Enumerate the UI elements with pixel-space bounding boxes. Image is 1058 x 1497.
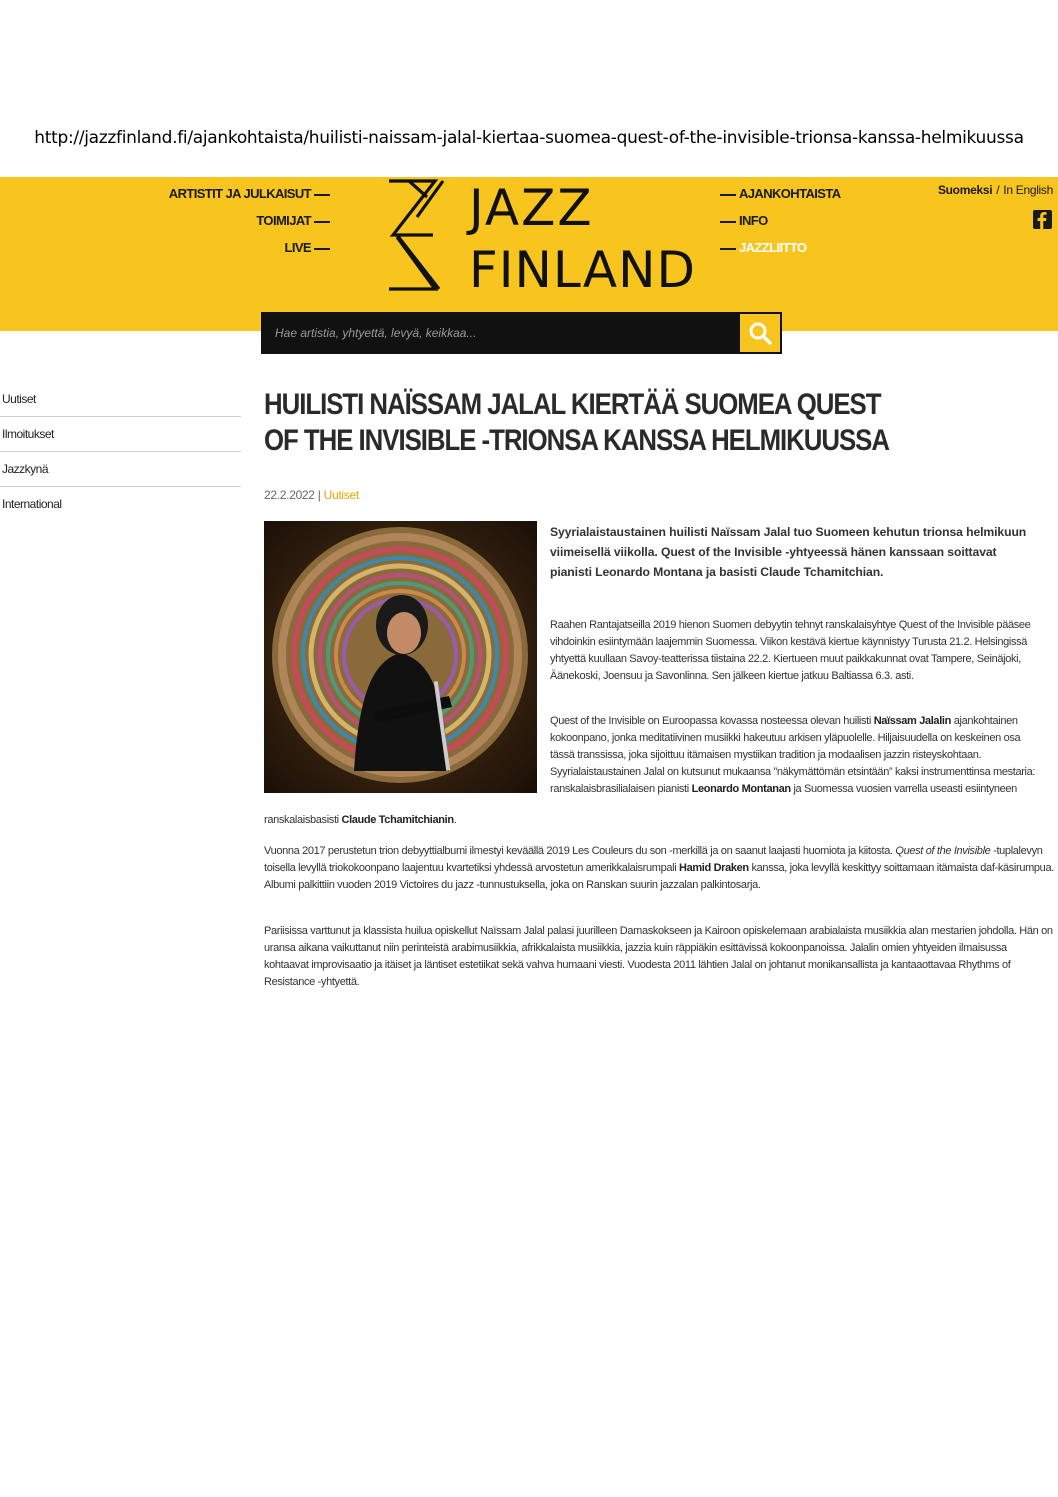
nav-item-ajankohtaista[interactable]: AJANKOHTAISTA [720, 184, 841, 211]
p2-text-5: . [453, 814, 457, 826]
search-button[interactable] [740, 314, 780, 352]
nav-item-artistit[interactable]: ARTISTIT JA JULKAISUT [169, 184, 330, 211]
logo-jazz-text: JAZZ [469, 179, 594, 237]
sidebar-item-ilmoitukset[interactable]: Ilmoitukset [0, 417, 241, 452]
nav-item-live[interactable]: LIVE [169, 238, 330, 265]
article-paragraph-3 [264, 843, 1054, 894]
nav-item-info[interactable]: INFO [720, 211, 841, 238]
article-meta [264, 488, 359, 502]
article-date: 22.2.2022 [264, 488, 315, 502]
sidebar-item-uutiset[interactable]: Uutiset [0, 382, 241, 417]
search-bar [261, 312, 782, 354]
p2-text-2: ajankohtainen kokoonpano, jonka meditatiivinen musiikki hakeutuu arkisen yläpuolelle. Hiljaisuudella on keskeinen osa tässä transsissa, joka sijoittuu itämaisen mystiikan tradition ja modaalisen jazzin risteyskohtaan. Syyrialaistaustainen Jalal on kutsunut mukaansa ”näkymättömän etsintään” kaksi instrumenttinsa mestaria: ranskalaisbrasilialaisen pianisti [550, 715, 1036, 795]
p3-text-3: kanssa, joka levyllä keskittyy soittamaan itämaista daf-käsirumpua. Albumi palkittiin vuoden 2019 Victoires du jazz -tunnustuksella, joka on Ranskan suurin jazzalan palkintosarja. [264, 862, 1054, 891]
language-switcher [938, 183, 1053, 197]
article-paragraph-2-continued [264, 812, 664, 829]
search-input[interactable] [271, 314, 739, 352]
nav-left [169, 184, 330, 265]
nav-right [720, 184, 841, 265]
page-url: http://jazzfinland.fi/ajankohtaista/huilisti-naissam-jalal-kiertaa-suomea-quest-of-the-invisible-trionsa-kanssa-helmikuussa [34, 128, 1024, 148]
sidebar-item-international[interactable]: International [2, 497, 62, 511]
search-icon [748, 321, 772, 345]
article-photo [264, 521, 537, 793]
logo-finland-text: FINLAND [469, 241, 697, 299]
sidebar [0, 382, 241, 521]
p2-bold-naissam: Naïssam Jalalin [873, 715, 951, 727]
p3-italic-album: Quest of the Invisible [895, 845, 991, 857]
site-header [0, 177, 1058, 331]
lang-separator: / [996, 183, 1000, 197]
article-lead: Syyrialaistaustainen huilisti Naïssam Jalal tuo Suomeen kehutun trionsa helmikuun viimeisellä viikolla. Quest of the Invisible -yhtyeessä hänen kanssaan soittavat pianisti Leonardo Montana ja basisti Claude Tchamitchian. [550, 525, 1027, 579]
jazz-finland-logo[interactable] [387, 177, 697, 299]
nav-item-toimijat[interactable]: TOIMIJAT [169, 211, 330, 238]
article-paragraph-2 [550, 713, 1045, 798]
p2-text-4: ranskalaisbasisti [264, 814, 342, 826]
article-category-link[interactable]: Uutiset [323, 488, 359, 502]
p2-bold-claude: Claude Tchamitchianin [341, 814, 454, 826]
p2-text-3: ja Suomessa vuosien varrella useasti esiintyneen [790, 783, 1017, 795]
nav-item-jazzliitto[interactable]: JAZZLIITTO [720, 238, 841, 265]
article-title: HUILISTI NAÏSSAM JALAL KIERTÄÄ SUOMEA QUEST OF THE INVISIBLE -TRIONSA KANSSA HELMIKUUSSA [264, 388, 889, 457]
sidebar-item-jazzkyna[interactable]: Jazzkynä [0, 452, 241, 487]
p2-text-1: Quest of the Invisible on Euroopassa kovassa nosteessa olevan huilisti [550, 715, 874, 727]
article-paragraph-4: Pariisissa varttunut ja klassista huilua opiskellut Naïssam Jalal palasi juurilleen Damaskokseen ja Kairoon opiskelemaan arabialaista musiikkia alan mestarien johdolla. Hän on uransa aikana vaikuttanut niin perinteistä arabimusiikkia, afrikkalaista musiikkia, jazzia kuin räppiäkin esittävissä kokoonpanoissa. Jalalin omien yhtyeiden ilmaisussa kohtaavat improvisaatio ja itäiset ja läntiset estetiikat sekä vahva humaani viesti. Vuodesta 2011 lähtien Jalal on johtanut monikansallista ja kantaaottavaa Rhythms of Resistance -yhtyettä. [264, 925, 1053, 988]
lang-finnish[interactable]: Suomeksi [937, 183, 993, 197]
p3-text-2: -tuplalevyn toisella levyllä triokokoonpano laajentuu kvartetiksi yhdessä arvostetun amerikkalaisrumpali [264, 845, 1043, 874]
meta-separator: | [317, 488, 321, 502]
logo-mark-icon [387, 177, 697, 299]
article-paragraph-1: Raahen Rantajatseilla 2019 hienon Suomen debyytin tehnyt ranskalaisyhtye Quest of the Invisible pääsee vihdoinkin esiintymään laajemmin Suomessa. Viikon kestävä kiertue käynnistyy Turusta 21.2. Helsingissä yhtyettä kuullaan Savoy-teatterissa tiistaina 22.2. Kiertueen muut paikkakunnat ovat Tampere, Seinäjoki, Äänekoski, Joensuu ja Savonlinna. Sen jälkeen kiertue jatkuu Baltiassa 6.3. asti. [550, 619, 1031, 682]
p2-bold-leonardo: Leonardo Montanan [691, 783, 791, 795]
p3-bold-hamid: Hamid Draken [679, 862, 749, 874]
p3-text-1: Vuonna 2017 perustetun trion debyyttialbumi ilmestyi keväällä 2019 Les Couleurs du son -merkillä ja on saanut laajasti huomiota ja kiitosta. [264, 845, 896, 857]
lang-english[interactable]: In English [1003, 183, 1053, 197]
facebook-icon[interactable] [1033, 210, 1052, 229]
